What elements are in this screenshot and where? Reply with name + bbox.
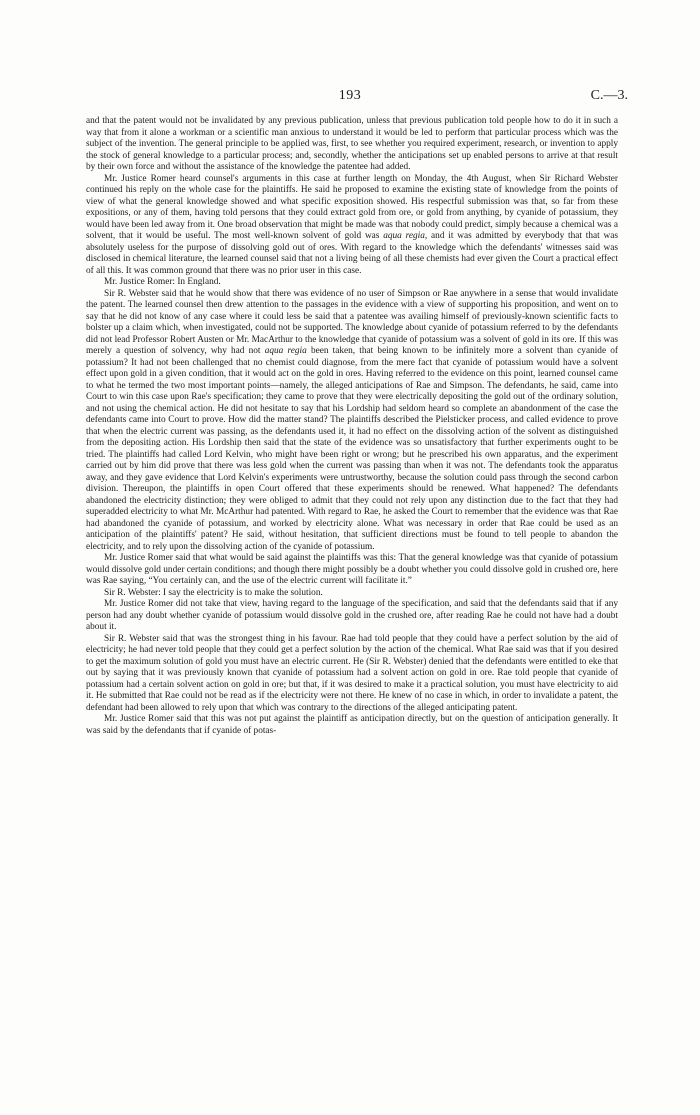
text-run: Mr. Justice Romer did not take that view, having regard to the language of the specification, and said that the defendants said that if any person had any doubt whether cyanide of potassium would dissolve gold in the crushed ore, after reading Rae he could not have had a doubt about it.: [86, 599, 618, 632]
text-run: Sir R. Webster: I say the electricity is to make the solution.: [104, 587, 323, 598]
paragraph: [86, 116, 618, 174]
paragraph: [86, 553, 618, 588]
italic-text: aqua regia: [383, 231, 425, 241]
paragraph: [86, 588, 618, 600]
text-run: Mr. Justice Romer said that this was not put against the plaintiff as anticipation directly, but on the question of anticipation generally. It was said by the defendants that if cyanide of potas-: [86, 714, 618, 736]
parliamentary-paper-reference: C.—3.: [590, 88, 628, 103]
text-run: , and it was admitted by everybody that that was absolutely useless for the purpose of dissolving gold out of ores. With regard to the knowledge which the defendants' witnesses said was disclosed in chemical literature, the learned counsel said that not a living being of all these chemists had ever given the Court a practical effect of all this. It was common ground that there was no prior user in this case.: [86, 231, 618, 276]
text-run: Sir R. Webster said that he would show that there was evidence of no user of Simpson or Rae anywhere in a sense that would invalidate the patent. The learned counsel then drew attention to the passages in the evidence with a view of supporting his proposition, and went on to say that he did not know of any case where it could less be said that a patentee was availing himself of previously-known scientific facts to bolster up a claim which, when investigated, could not be supported. The knowledge about cyanide of potassium referred to by the defendants did not lead Professor Robert Austen or Mr. MacArthur to the knowledge that cyanide of potassium was a solvent of gold in its ore. If this was merely a question of solvency, why had not: [86, 288, 618, 356]
paragraph: [86, 277, 618, 289]
paragraph: [86, 599, 618, 634]
page-number: 193: [338, 88, 362, 103]
italic-text: aqua regia: [264, 346, 307, 356]
text-run: Mr. Justice Romer said that what would be said against the plaintiffs was this: That the general knowledge was that cyanide of potassium would dissolve gold under certain conditions; and though there might possibly be a doubt whether you could dissolve gold in crushed ore, here was Rae saying, “You certainly can, and the use of the electric current will facilitate it.”: [86, 553, 618, 586]
text-run: Mr. Justice Romer heard counsel's arguments in this case at further length on Monday, the 4th August, when Sir Richard Webster continued his reply on the whole case for the plaintiffs. He said he proposed to examine the existing state of knowledge from the points of view of what the general knowledge showed and what specific exposition showed. His respectful submission was that, so far from these expositions, or any of them, having told persons that they could extract gold from ore, or gold from anything, by cyanide of potassium, they would have been led away from it. One broad observation that might be made was that nobody could predict, simply because a chemical was a solvent, that it would be useful. The most well-known solvent of gold was: [86, 173, 618, 241]
body-text: [86, 116, 618, 737]
text-run: Sir R. Webster said that was the strongest thing in his favour. Rae had told people that they could have a perfect solution by the aid of electricity; he had never told people that they could get a perfect solution by the action of the chemical. What Rae said was that if you desired to get the maximum solution of gold you must have an electric current. He (Sir R. Webster) denied that the defendants were entitled to eke that out by saying that it was previously known that cyanide of potassium had a solvent action on gold in ore. Rae told people that cyanide of potassium had a certain solvent action on gold in ore; but that, if it was desired to make it a practical solution, you must have electricity to aid it. He submitted that Rae could not be read as if the electricity were not there. He knew of no case in which, in order to invalidate a patent, the defendant had been allowed to rely upon that which was contrary to the directions of the alleged anticipating patent.: [86, 633, 618, 713]
paragraph: [86, 714, 618, 737]
text-run: Mr. Justice Romer: In England.: [104, 277, 221, 287]
paragraph: [86, 174, 618, 278]
paragraph: [86, 634, 618, 715]
text-run: and that the patent would not be invalidated by any previous publication, unless that previous publication told people how to do it in such a way that from it alone a workman or a scientific man anxious to understand it would be led to perform that particular process which was the subject of the invention. The general principle to be applied was, first, to see whether you required experiment, research, or invention to apply the stock of general knowledge to a particular process; and, secondly, whether the anticipations set up enabled persons to arrive at that result by their own force and without the assistance of the knowledge the patentee had added.: [86, 116, 618, 172]
text-run: been taken, that being known to be infinitely more a solvent than cyanide of potassium? It had not been challenged that no chemist could diagnose, from the mere fact that cyanide of potassium would have a solvent effect upon gold in a given condition, that it would act on the gold in ores. Having referred to the evidence on this point, learned counsel came to what he termed the two most important points—namely, the alleged anticipations of Rae and Simpson. The defendants, he said, came into Court to win this case upon Rae's specification; they came to prove that they were electrically depositing the gold out of the ordinary solution, and not using the chemical action. He did not hesitate to say that his Lordship had seldom heard so complete an abandonment of the case the defendants came into Court to prove. How did the matter stand? The plaintiffs described the Pielsticker process, and called evidence to prove that when the electric current was passing, as the defendants used it, it had no effect on the dissolving action of the solvent as distinguished from the depositing action. His Lordship then said that the state of the evidence was so unsatisfactory that further experiments ought to be tried. The plaintiffs had called Lord Kelvin, who might have been right or wrong; but he prescribed his own apparatus, and the experiment carried out by him did prove that there was less gold when the current was passing than when it was not. The defendants took the apparatus away, and they gave evidence that Lord Kelvin's experiments were untrustworthy, because the solution could pass through the second carbon division. Thereupon, the plaintiffs in open Court offered that these experiments should be renewed. What happened? The defendants abandoned the electricity distinction; they were obliged to admit that they could not rely upon any distinction due to the fact that they had superadded electricity to what Mr. McArthur had patented. With regard to Rae, he asked the Court to remember that the evidence was that Rae had abandoned the cyanide of potassium, and worked by electricity alone. What was necessary in order that Rae could be used as an anticipation of the plaintiffs' patent? He said, without hesitation, that sufficient directions must be found to tell people to abandon the electricity, and to rely upon the dissolving action of the cyanide of potassium.: [86, 346, 619, 552]
paragraph: [86, 289, 618, 554]
